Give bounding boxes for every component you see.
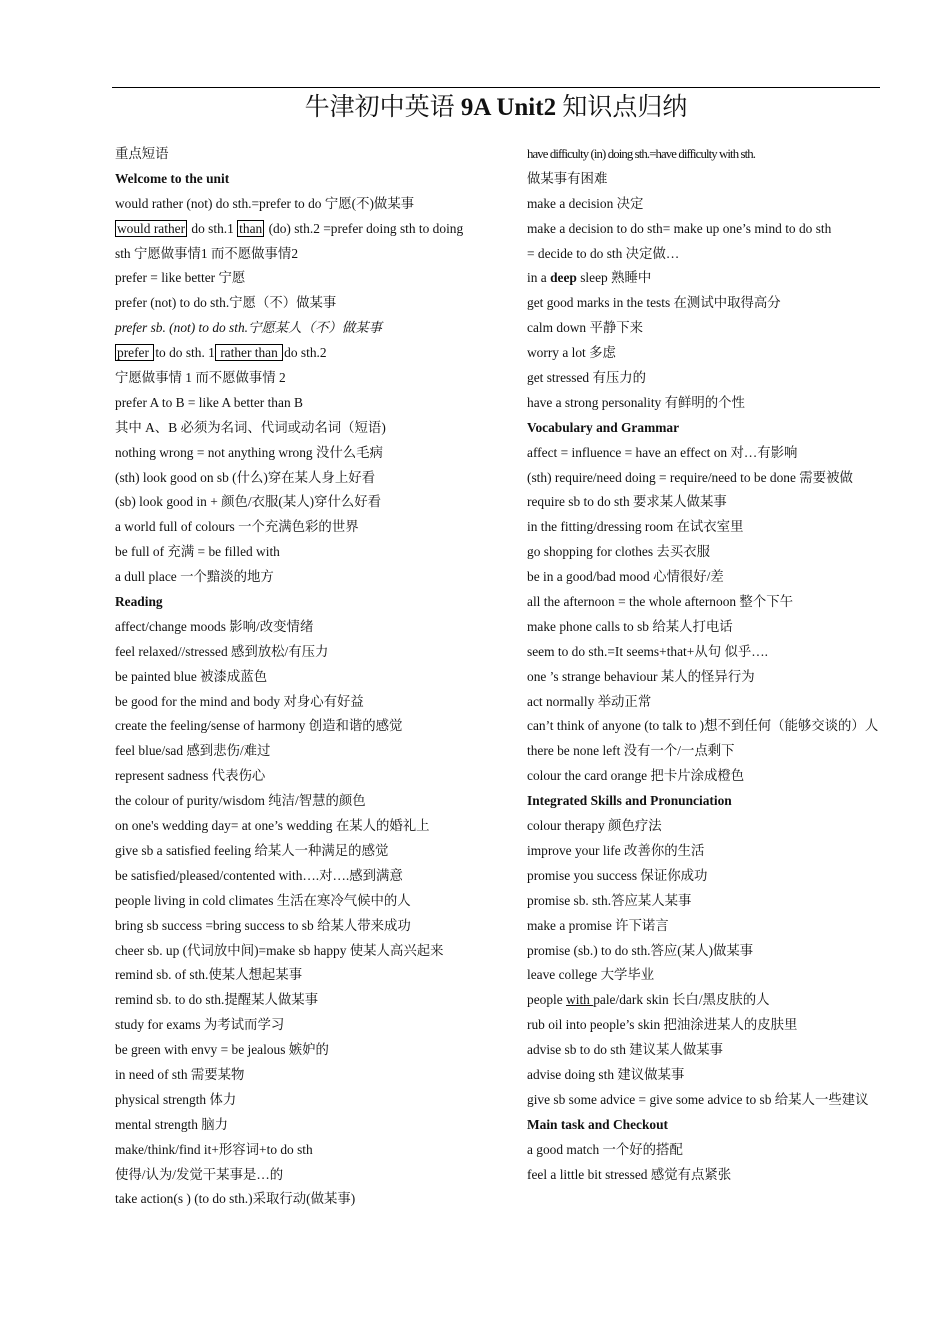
phrase-line: 其中 A、B 必须为名词、代词或动名词（短语) [115,419,386,435]
phrase-line: feel relaxed//stressed 感到放松/有压力 [115,643,329,659]
phrase-line: feel a little bit stressed 感觉有点紧张 [527,1166,732,1182]
phrase-line-prefer [115,341,520,366]
section-label: 重点短语 [115,146,169,161]
phrase-part: in a [527,270,551,286]
phrase-line: be satisfied/pleased/contented with….对….感到满意 [115,867,403,883]
phrase-line: be green with envy = be jealous 嫉妒的 [115,1042,329,1058]
phrase-line: on one's wedding day= at one’s wedding 在某人的婚礼上 [115,818,430,834]
phrase-line: 做某事有困难 [527,170,608,186]
phrase-line: nothing wrong = not anything wrong 没什么毛病 [115,444,383,460]
left-column [115,142,520,1212]
phrase-line: promise you success 保证你成功 [527,867,708,883]
underlined-word-with: with [566,992,594,1008]
phrase-line: people living in cold climates 生活在寒冷气候中的人 [115,892,411,908]
phrase-line: 宁愿做事情 1 而不愿做事情 2 [115,370,286,386]
phrase-line: have difficulty (in) doing sth.=have difficulty with sth. [527,147,756,161]
phrase-line: create the feeling/sense of harmony 创造和谐的感觉 [115,718,403,734]
phrase-line: all the afternoon = the whole afternoon 整个下午 [527,594,793,610]
phrase-line: rub oil into people’s skin 把油涂进某人的皮肤里 [527,1017,798,1033]
phrase-line: be good for the mind and body 对身心有好益 [115,693,364,709]
phrase-line: the colour of purity/wisdom 纯洁/智慧的颜色 [115,793,366,809]
phrase-line: get stressed 有压力的 [527,370,647,386]
phrase-line: go shopping for clothes 去买衣服 [527,544,710,560]
phrase-part: to do sth. 1 [155,345,215,361]
phrase-line: promise sb. sth.答应某人某事 [527,892,692,908]
section-heading-welcome: Welcome to the unit [115,170,230,186]
phrase-line: make a decision to do sth= make up one’s mind to do sth [527,220,832,236]
boxed-than: than [239,220,263,236]
phrase-line: make phone calls to sb 给某人打电话 [527,618,733,634]
phrase-part: do sth.1 [188,220,238,236]
top-rule [112,87,880,88]
phrase-line: in need of sth 需要某物 [115,1066,245,1082]
boxed-would-rather: would rather [117,220,186,236]
phrase-line: worry a lot 多虑 [527,345,616,361]
phrase-line: give sb some advice = give some advice to sb 给某人一些建议 [527,1091,869,1107]
phrase-line: advise sb to do sth 建议某人做某事 [527,1042,724,1058]
phrase-line: = decide to do sth 决定做… [527,245,680,261]
phrase-line: advise doing sth 建议做某事 [527,1066,685,1082]
title-bold: 9A Unit2 [460,94,557,121]
title-suffix: 知识点归纳 [556,94,688,121]
phrase-part: pale/dark skin 长白/黑皮肤的人 [593,992,770,1008]
phrase-line: (sth) look good on sb (什么)穿在某人身上好看 [115,469,375,485]
phrase-line: have a strong personality 有鲜明的个性 [527,394,745,410]
phrase-line: remind sb. of sth.使某人想起某事 [115,967,303,983]
bold-word-deep: deep [550,270,577,286]
section-heading-vocabulary: Vocabulary and Grammar [527,419,680,435]
title-prefix: 牛津初中英语 [304,94,461,121]
phrase-line: be full of 充满 = be filled with [115,544,280,560]
phrase-line: prefer (not) to do sth.宁愿（不）做某事 [115,295,337,311]
phrase-line: take action(s ) (to do sth.)采取行动(做某事) [115,1191,356,1207]
phrase-line: require sb to do sth 要求某人做某事 [527,494,727,510]
boxed-prefer: prefer [117,345,153,361]
phrase-line: get good marks in the tests 在测试中取得高分 [527,295,781,311]
phrase-line: bring sb success =bring success to sb 给某人带来成功 [115,917,411,933]
phrase-line: affect = influence = have an effect on 对…有影响 [527,444,798,460]
phrase-part: do sth.2 [284,345,327,361]
phrase-line: a good match 一个好的搭配 [527,1141,683,1157]
phrase-line-deep [527,266,932,291]
phrase-line: sth 宁愿做事情1 而不愿做事情2 [115,245,299,261]
phrase-line: a dull place 一个黯淡的地方 [115,569,274,585]
phrase-line: prefer A to B = like A better than B [115,394,303,410]
phrase-line: give sb a satisfied feeling 给某人一种满足的感觉 [115,842,389,858]
phrase-line: physical strength 体力 [115,1091,237,1107]
phrase-line: one ’s strange behaviour 某人的怪异行为 [527,668,755,684]
phrase-line: remind sb. to do sth.提醒某人做某事 [115,992,319,1008]
phrase-line: (sb) look good in + 颜色/衣服(某人)穿什么好看 [115,494,382,510]
phrase-line: cheer sb. up (代词放中间)=make sb happy 使某人高兴起来 [115,942,444,958]
phrase-line: make a decision 决定 [527,195,644,211]
phrase-part: (do) sth.2 =prefer doing sth to doing [265,220,464,236]
section-heading-main-task: Main task and Checkout [527,1116,669,1132]
boxed-rather-than: rather than [216,345,282,361]
phrase-line: colour therapy 颜色疗法 [527,818,662,834]
phrase-line: improve your life 改善你的生活 [527,842,705,858]
phrase-line: in the fitting/dressing room 在试衣室里 [527,519,744,535]
phrase-line: (sth) require/need doing = require/need to be done 需要被做 [527,469,853,485]
phrase-line: act normally 举动正常 [527,693,652,709]
phrase-line: make/think/find it+形容词+to do sth [115,1141,313,1157]
phrase-part: sleep 熟睡中 [576,270,652,286]
phrase-line: affect/change moods 影响/改变情绪 [115,618,314,634]
phrase-line: study for exams 为考试而学习 [115,1017,285,1033]
phrase-line: a world full of colours 一个充满色彩的世界 [115,519,359,535]
phrase-line: seem to do sth.=It seems+that+从句 似乎…. [527,643,768,659]
phrase-line: there be none left 没有一个/一点剩下 [527,743,735,759]
phrase-line: 使得/认为/发觉干某事是…的 [115,1166,284,1182]
phrase-line: can’t think of anyone (to talk to )想不到任何（能够交谈的）人 [527,718,879,734]
phrase-line: be painted blue 被漆成蓝色 [115,668,268,684]
phrase-line: would rather (not) do sth.=prefer to do 宁愿(不)做某事 [115,195,415,211]
phrase-line-rather [115,217,520,242]
phrase-line: feel blue/sad 感到悲伤/难过 [115,743,271,759]
right-column [527,142,932,1187]
phrase-line: represent sadness 代表伤心 [115,768,266,784]
phrase-line: mental strength 脑力 [115,1116,229,1132]
phrase-line: promise (sb.) to do sth.答应(某人)做某事 [527,942,754,958]
phrase-line-italic: prefer sb. (not) to do sth.宁愿某人（不）做某事 [115,320,382,336]
phrase-line: make a promise 许下诺言 [527,917,669,933]
page-title [112,92,880,124]
phrase-line: calm down 平静下来 [527,320,644,336]
phrase-part: people [527,992,567,1008]
phrase-line: prefer = like better 宁愿 [115,270,246,286]
section-heading-reading: Reading [115,594,163,610]
section-heading-integrated: Integrated Skills and Pronunciation [527,793,732,809]
phrase-line: leave college 大学毕业 [527,967,655,983]
phrase-line-pale [527,988,932,1013]
phrase-line: be in a good/bad mood 心情很好/差 [527,569,724,585]
phrase-line: colour the card orange 把卡片涂成橙色 [527,768,745,784]
